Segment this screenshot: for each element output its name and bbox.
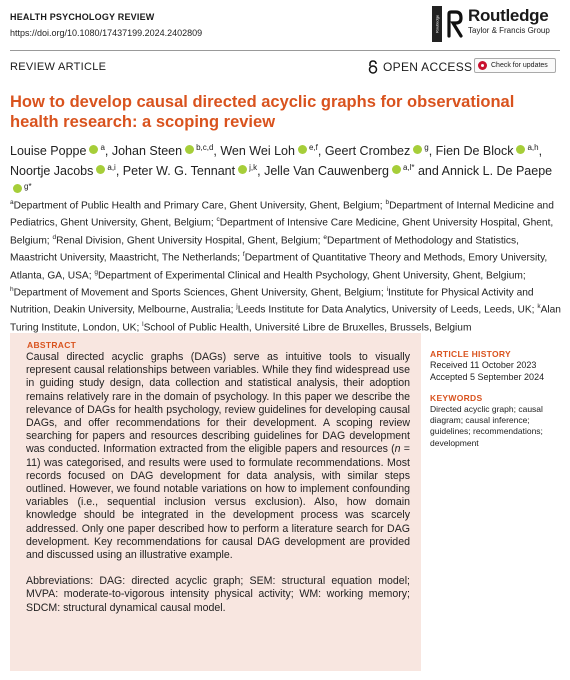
orcid-icon[interactable] [392,165,401,174]
author-list: Louise Poppe $^a$, Johan Steen $^{b,c,d}$, Wen Wei Loh $^{e,f}$, Geert Crombez $^g$, Fien De Block $^{a,h}$, Noortje Jacobs $^{a,i}$, Peter W. G. Tennant $^{j,k}$, Jelle Van Cauwenberg $^{a,l*}$ and Annick L. De Paepe$^{g*}$ [10,140,562,199]
abstract-heading: ABSTRACT [27,340,77,350]
abstract-box [10,333,421,671]
author-affiliation-marker: e,f [308,143,318,152]
author-name[interactable]: Johan Steen [111,144,183,159]
author-name[interactable]: Noortje Jacobs [10,163,94,178]
affiliation-text: Department of Public Health and Primary Care, Ghent University, Ghent, Belgium; [13,200,386,212]
affiliation-text: Department of Intensive Care Medicine, Ghent University Hospital, Ghent, Belgium; [10,217,554,247]
affiliation-marker: k [537,303,541,311]
accepted-date: Accepted 5 September 2024 [430,372,545,382]
orcid-icon[interactable] [413,145,422,154]
affiliation-text: Department of Quantitative Theory and Methods, Emory University, Atlanta, GA, USA; [10,252,548,281]
publisher-subtitle: Taylor & Francis Group [468,26,550,35]
author-affiliation-marker: g [424,143,429,152]
logo-bar: Routledge [432,6,442,42]
abbreviations: Abbreviations: DAG: directed acyclic graph; SEM: structural equation model; MVPA: moderate-to-vigorous intensity physical activity; WM: working memory; SDCM: structural dynamical causal model. [26,575,410,614]
affiliation-marker: j [236,303,238,311]
affiliation-marker: e [323,233,327,241]
author-affiliation-marker: a,l* [402,162,415,172]
author-name[interactable]: Wen Wei Loh [220,144,295,159]
keywords-list: Directed acyclic graph; causal diagram; causal inference; guidelines; recommendations; development [430,404,543,448]
open-lock-icon [368,60,378,74]
affiliation-marker: c [216,216,220,224]
affiliation-text: Department of Internal Medicine and Pediatrics, Ghent University, Ghent, Belgium; [10,200,554,229]
orcid-icon[interactable] [516,145,525,154]
author-affiliation-marker: a,h [527,143,539,152]
publisher-name: Routledge [468,6,549,25]
affiliation-marker: g [94,268,98,276]
author-name[interactable]: Annick L. De Paepe [441,163,553,178]
affiliation-text: Leeds Institute for Data Analytics, University of Leeds, Leeds, UK; [237,304,538,316]
orcid-icon[interactable] [13,184,22,193]
orcid-icon[interactable] [96,165,105,174]
affiliation-text: Renal Division, Ghent University Hospital, Ghent, Belgium; [56,235,324,247]
affiliation-marker: f [242,251,245,259]
orcid-icon[interactable] [185,145,194,154]
abstract-text: Causal directed acyclic graphs (DAGs) serve as intuitive tools to visually represent causal relationships between variables. While they find widespread use in guiding study design, data collection and statistical analysis, their adoption remains relatively rare in the domain of psychology. In this paper we describe the relevance of DAGs for health psychology, review guidelines for developing causal DAGs, and offer recommendations for their development. A scoping review searching for papers and resources describing guidelines for DAG development was conducted. Information extracted from the eligible papers and resources (n = 11) was categorised, and results were used to formulate recommendations. Most records focused on DAG development for data analysis, with similar steps outlined. However, we found notable variations on how to implement confounding variables (i.e., sequential inclusion versus exclusion). Also, how domain knowledge should be integrated in the development process was scarcely addressed. Only one paper described how to perform a literature search for DAG development. Key recommendations for causal DAG development are provided and discussed using an illustrative example. [26,351,410,562]
affiliation-marker: l [142,320,144,328]
journal-name: HEALTH PSYCHOLOGY REVIEW [10,12,155,22]
affiliation-marker: h [10,285,14,293]
author-name[interactable]: Fien De Block [435,144,514,159]
orcid-icon[interactable] [238,165,247,174]
author-affiliation-marker: a [100,143,105,152]
publisher-logo[interactable] [432,6,550,42]
affiliations [10,196,562,335]
affiliation-marker: i [386,285,389,293]
affiliation-text: Institute for Physical Activity and Nutrition, Deakin University, Melbourne, Australia; [10,287,534,316]
author-affiliation-marker: j,k [249,162,258,172]
orcid-icon[interactable] [298,145,307,154]
author-affiliation-marker: b,c,d [196,143,214,152]
header-divider [10,50,560,51]
routledge-icon [446,10,464,38]
affiliation-text: School of Public Health, Université Libre de Bruxelles, Brussels, Belgium [143,322,472,334]
received-date: Received 11 October 2023 [430,360,537,370]
check-for-updates-button[interactable]: Check for updates [474,58,556,73]
affiliation-text: Alan Turing Institute, London, UK; [10,304,561,334]
article-type: REVIEW ARTICLE [10,61,107,73]
affiliation-text: Department of Methodology and Statistics, Maastricht University, Maastricht, The Netherlands; [10,235,519,264]
affiliation-marker: d [52,233,57,241]
author-name[interactable]: Geert Crombez [324,144,411,159]
author-affiliation-marker: g* [24,182,32,192]
affiliation-text: Department of Experimental Clinical and Health Psychology, Ghent University, Ghent, Belgium; [98,269,526,281]
article-sidebar [430,349,565,449]
keywords-heading: KEYWORDS [430,393,483,403]
author-name[interactable]: Peter W. G. Tennant [122,163,236,178]
crossmark-icon [478,61,487,70]
open-access-label: OPEN ACCESS [368,60,472,74]
author-affiliation-marker: a,i [107,162,116,172]
affiliation-text: Department of Movement and Sports Sciences, Ghent University, Ghent, Belgium; [13,287,387,299]
affiliation-marker: a [10,199,14,206]
article-title: How to develop causal directed acyclic graphs for observational health research: a scoping review [10,93,515,131]
doi-link[interactable]: https://doi.org/10.1080/17437199.2024.2402809 [10,28,203,38]
author-name[interactable]: Louise Poppe [10,144,87,159]
orcid-icon[interactable] [89,145,98,154]
affiliation-marker: b [385,199,390,206]
article-history-heading: ARTICLE HISTORY [430,349,512,359]
author-name[interactable]: Jelle Van Cauwenberg [264,163,389,178]
